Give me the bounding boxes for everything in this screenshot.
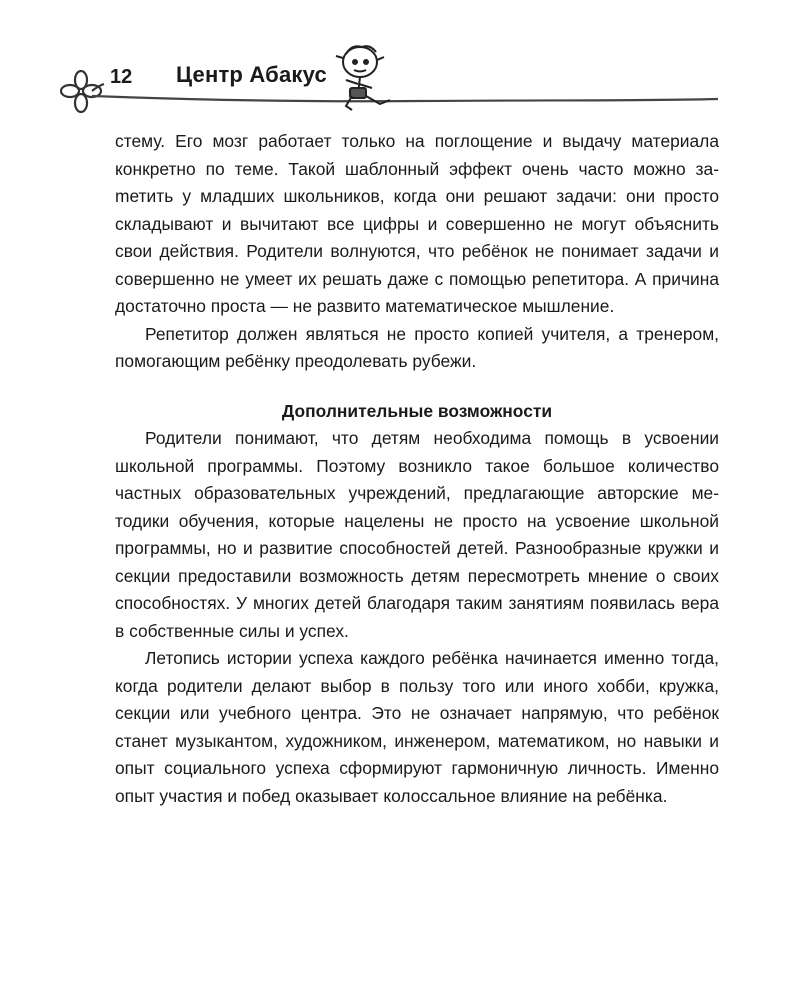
flower-icon <box>61 71 104 112</box>
running-title: Центр Абакус <box>176 62 327 87</box>
page-header <box>0 0 800 120</box>
paragraph: Родители понимают, что детям необходима помощь в усвоении школьной программы. Поэтому возникло такое большое количество частных образовательных учреждений, предлагающие авторские методики обучения, которые нацелены не просто на усвоение школьной программы, но и развитие способностей детей. Разнообразные кружки и секции предоставили возможность детям пересмотреть мнение о своих способностях. У многих детей благодаря таким занятиям появилась вера в собственные силы и успех. <box>115 428 719 641</box>
paragraph: Летопись истории успеха каждого ребёнка начинается именно тогда, когда родители делают выбор в пользу того или иного хобби, кружка, секции или учебного центра. Это не означает напрямую, что ребёнок станет музыкантом, художником, инженером, математиком, но навыки и опыт социального успеха сформируют гармоничную личность. Именно опыт участия и побед оказывает колоссальное влияние на ребёнка. <box>115 648 719 806</box>
header-divider <box>92 96 718 101</box>
section-heading: Дополнительные возможности <box>281 400 553 421</box>
page-number: 12 <box>110 66 133 88</box>
paragraph: Репетитор должен являться не просто копией учителя, а тренером, помогающим ребёнку преодолевать рубежи. <box>115 323 719 371</box>
page-body <box>115 128 719 810</box>
header-decoration <box>0 0 800 120</box>
paragraph: стему. Его мозг работает только на поглощение и выдачу материала конкретно по теме. Такой шаблонный эффект очень часто можно заmетить у младших школьников, когда они решают задачи: они просто складывают и вычитают все цифры и совершенно не могут объяснить свои действия. Родители волнуются, что ребёнок не понимает задачи и совершенно не умеет их решать даже с помощью репетитора. А причина достаточно проста — не развито математическое мышление. <box>115 131 719 316</box>
